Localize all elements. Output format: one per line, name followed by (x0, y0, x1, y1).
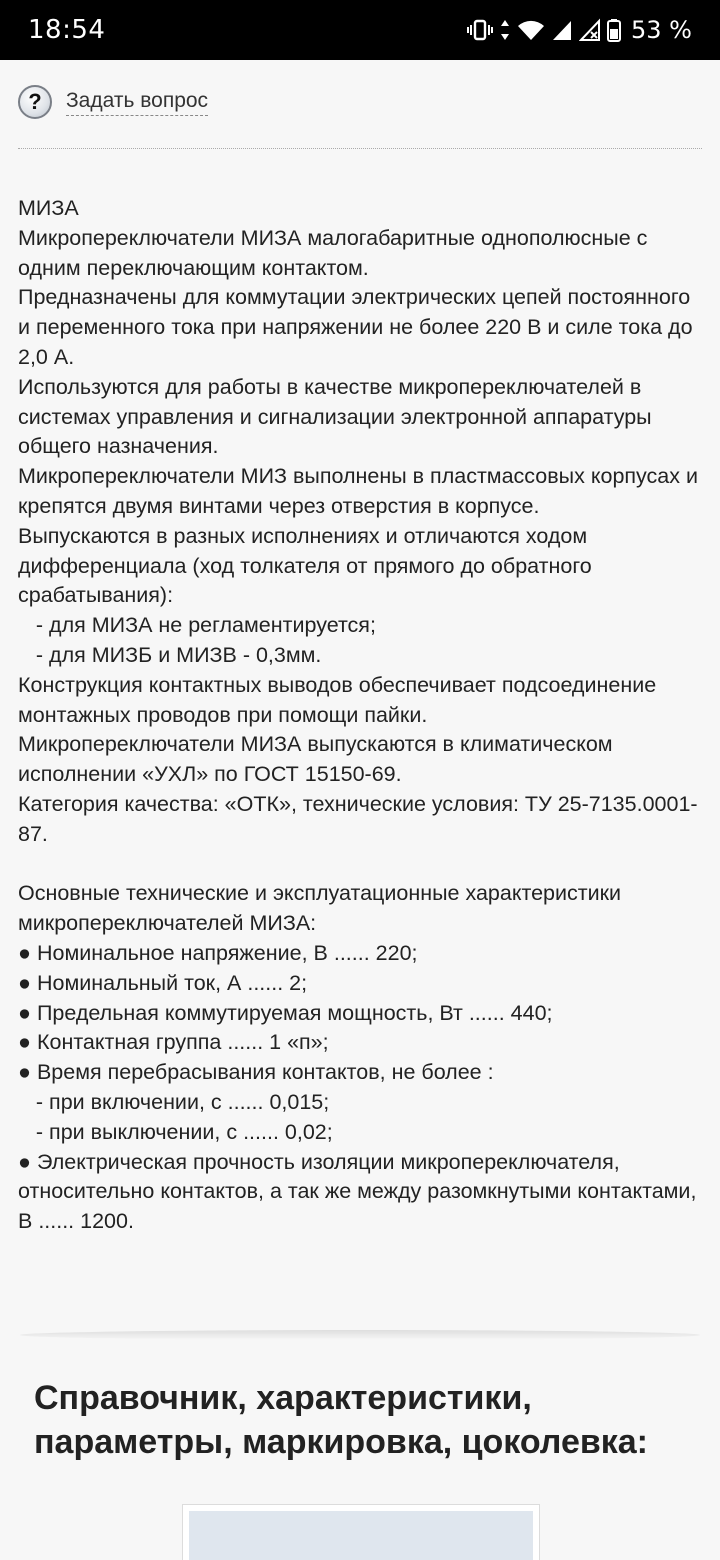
question-icon[interactable]: ? (18, 85, 52, 119)
reference-image[interactable] (182, 1504, 540, 1560)
section-divider (20, 1330, 700, 1340)
battery-icon (607, 18, 621, 42)
article-text: МИЗА Микропереключатели МИЗА малогабаритные однополюсные с одним переключающим контактом. Предназначены для коммутации электрических цепей постоянного и переменного тока при напряжении не более 220 В и силе тока до 2,0 А. Используются для работы в качестве микропереключателей в системах управления и сигнализации электронной аппаратуры общего назначения. Микропереключатели МИЗ выполнены в пластмассовых корпусах и крепятся двумя винтами через отверстия в корпусе. Выпускаются в разных исполнениях и отличаются ходом дифференциала (ход толкателя от прямого до обратного срабатывания): - для МИЗА не регламентируется; - для МИЗБ и МИЗВ - 0,3мм. Конструкция контактных выводов обеспечивает подсоединение монтажных проводов при помощи пайки. Микропереключатели МИЗА выпускаются в климатическом исполнении «УХЛ» по ГОСТ 15150-69. Категория качества: «ОТК», технические условия: ТУ 25-7135.0001-87. Основные технические и эксплуатационные характеристики микропереключателей МИЗА: ● Номинальное напряжение, В ...... 220; ● Номинальный ток, А ...... 2; ● Предельная коммутируемая мощность, Вт ...... 440; ● Контактная группа ...... 1 «п»; ● Время перебрасывания контактов, не более : - при включении, с ...... 0,015; - при выключении, с ...... 0,02; ● Электрическая прочность изоляции микропереключателя, относительно контактов, а так же между разомкнутыми контактами, В ...... 1200. (18, 196, 698, 1234)
reference-image-preview (189, 1511, 533, 1560)
signal-x-icon (579, 18, 601, 42)
ask-question-link[interactable]: Задать вопрос (66, 89, 208, 116)
section-title: Справочник, характеристики, параметры, маркировка, цоколевка: (34, 1379, 649, 1461)
signal-icon (551, 18, 573, 42)
status-icons (467, 16, 692, 44)
status-bar (0, 0, 720, 60)
data-arrows-icon (499, 18, 511, 42)
wifi-icon (517, 18, 545, 42)
battery-percent: 53 % (631, 16, 692, 44)
status-time: 18:54 (28, 15, 106, 45)
divider (18, 148, 702, 149)
vibrate-icon (467, 18, 493, 42)
ask-question-row[interactable] (18, 85, 208, 119)
page-content (0, 60, 720, 1560)
